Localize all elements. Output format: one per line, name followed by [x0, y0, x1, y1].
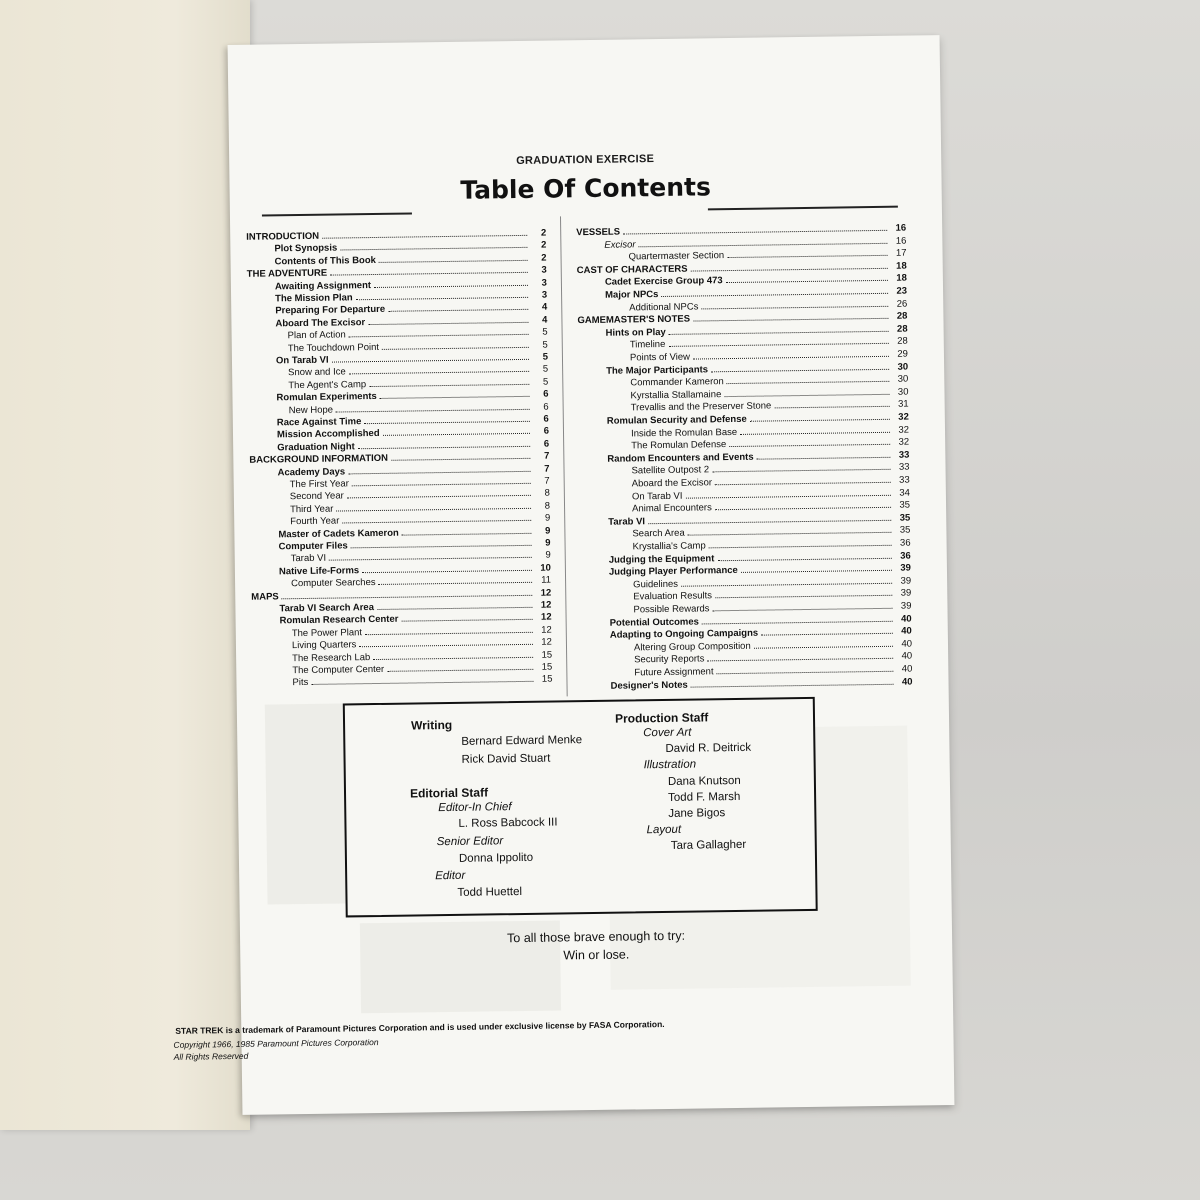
toc-page-number: 11 [541, 574, 552, 586]
toc-entry-title: Altering Group Composition [633, 640, 751, 654]
toc-entry-title: The First Year [289, 478, 349, 491]
toc-page-number: 12 [540, 599, 552, 611]
toc-entry-title: Designer's Notes [610, 679, 688, 692]
toc-entry-title: Future Assignment [634, 666, 714, 679]
toc-page-number: 2 [541, 252, 547, 264]
toc-page-number: 5 [542, 376, 549, 388]
toc-page-number: 12 [540, 611, 552, 624]
toc-dot-leader [336, 508, 531, 512]
toc-entry-title: Romulan Experiments [276, 391, 377, 404]
toc-page-number: 9 [545, 525, 551, 537]
toc-dot-leader [681, 583, 892, 587]
toc-entry-title: The Mission Plan [275, 292, 353, 305]
toc-entry-title: Graduation Night [277, 441, 355, 454]
toc-entry-title: Romulan Security and Defense [606, 413, 747, 427]
toc-entry-title: Tarab VI [608, 516, 646, 528]
toc-entry-title: Search Area [632, 528, 685, 540]
layout-artist-name: Tara Gallagher [670, 838, 747, 852]
toc-page-number: 35 [899, 512, 911, 524]
toc-page-number: 3 [541, 264, 547, 276]
credits-box [343, 697, 818, 918]
toc-page-number: 5 [542, 326, 548, 338]
toc-entry-title: The Romulan Defense [631, 439, 727, 452]
toc-page-number: 3 [541, 277, 547, 289]
toc-page-number: 5 [542, 351, 549, 363]
toc-entry-title: Quartermaster Section [628, 250, 725, 263]
toc-dot-leader [717, 557, 891, 560]
toc-dot-leader [329, 557, 532, 561]
toc-dot-leader [330, 272, 528, 276]
toc-dot-leader [717, 671, 894, 674]
toc-entry-title: The Agent's Camp [288, 378, 367, 392]
toc-dot-leader [359, 644, 533, 647]
toc-page-number: 31 [897, 398, 909, 411]
toc-page-number: 35 [899, 524, 911, 537]
toc-dot-leader [388, 309, 528, 312]
toc-entry-title: The Touchdown Point [287, 341, 380, 354]
toc-dot-leader [701, 305, 888, 309]
toc-dot-leader [383, 433, 530, 436]
toc-entry-title: Tarab VI Search Area [279, 602, 375, 615]
toc-dot-leader [761, 633, 893, 636]
toc-page-number: 2 [540, 227, 547, 239]
toc-page-number: 3 [541, 289, 548, 301]
toc-dot-leader [724, 394, 889, 397]
toc-dot-leader [349, 334, 529, 338]
toc-entry-title: Master of Cadets Kameron [278, 527, 399, 540]
toc-entry-title: THE ADVENTURE [246, 267, 328, 280]
toc-page-number: 9 [544, 512, 551, 524]
toc-page-number: 28 [896, 310, 908, 322]
toc-entry-title: Inside the Romulan Base [630, 426, 738, 440]
toc-dot-leader [713, 608, 893, 612]
illustration-role: Illustration [643, 758, 697, 772]
toc-page-number: 6 [543, 401, 549, 413]
toc-entry-title: Race Against Time [276, 416, 362, 429]
toc-entry-title: Computer Files [278, 540, 348, 553]
toc-entry-title: The Computer Center [292, 663, 385, 677]
editor-role: Editor [435, 869, 466, 883]
toc-dot-leader [648, 520, 891, 524]
toc-page-number: 40 [901, 650, 913, 663]
toc-page-number: 40 [901, 663, 913, 675]
toc-dot-leader [374, 284, 528, 287]
toc-entry-title: Living Quarters [291, 639, 357, 652]
toc-dot-leader [365, 632, 533, 635]
production-heading: Production Staff [614, 710, 709, 726]
toc-page-number: 34 [899, 487, 910, 499]
toc-page-number: 16 [895, 222, 907, 234]
editor-in-chief-role: Editor-In Chief [438, 801, 512, 815]
page-title: Table Of Contents [460, 172, 712, 205]
toc-entry-title: Academy Days [277, 466, 346, 478]
toc-entry-title: Potential Outcomes [609, 616, 699, 629]
toc-page-number: 7 [544, 463, 550, 475]
toc-dot-leader [711, 368, 889, 371]
toc-page-number: 35 [899, 499, 911, 511]
illustrator-name: Dana Knutson [667, 774, 741, 788]
toc-entry-title: Snow and Ice [288, 366, 346, 379]
toc-dot-leader [754, 646, 893, 649]
toc-page-number: 18 [896, 272, 907, 285]
editor-in-chief-name: L. Ross Babcock III [458, 816, 558, 830]
toc-page-number: 30 [897, 361, 909, 373]
toc-page-number: 17 [895, 247, 907, 259]
toc-dot-leader [688, 532, 892, 536]
toc-entry-title: Awaiting Assignment [274, 279, 372, 292]
toc-dot-leader [336, 408, 530, 412]
writer-name: Bernard Edward Menke [461, 734, 583, 748]
toc-entry-title: New Hope [288, 404, 334, 416]
toc-dot-leader [712, 469, 890, 472]
toc-entry-title: Pits [292, 677, 309, 689]
toc-entry-title: Trevallis and the Preserver Stone [630, 400, 772, 414]
toc-page-number: 23 [896, 285, 908, 297]
toc-dot-leader [685, 494, 890, 498]
toc-dot-leader [727, 381, 890, 384]
toc-page-number: 36 [900, 550, 911, 562]
toc-page-number: 5 [542, 363, 549, 376]
toc-page-number: 6 [543, 413, 549, 425]
toc-page-number: 39 [900, 600, 912, 612]
toc-dot-leader [669, 331, 889, 335]
toc-dot-leader [715, 482, 891, 485]
toc-dot-leader [715, 507, 891, 510]
toc-entry-title: MAPS [251, 590, 279, 603]
toc-dot-leader [668, 343, 888, 347]
toc-page-number: 6 [543, 438, 550, 450]
toc-page-number: 32 [898, 436, 910, 448]
toc-entry-title: Random Encounters and Events [607, 451, 754, 465]
toc-page-number: 9 [545, 549, 551, 562]
toc-entry-title: Krystallia's Camp [632, 540, 706, 553]
toc-dot-leader [729, 444, 890, 447]
toc-page-number: 26 [896, 298, 908, 310]
toc-entry-title: Computer Searches [291, 577, 376, 590]
title-rule-right [708, 206, 898, 211]
trademark-notice: STAR TREK is a trademark of Paramount Pictures Corporation and is used under exclusive license by FASA Corporation. [175, 1019, 665, 1036]
toc-entry-title: Contents of This Book [274, 254, 376, 268]
column-divider [560, 216, 568, 696]
toc-entry-title: Satellite Outpost 2 [631, 464, 710, 477]
toc-dot-leader [757, 457, 891, 460]
toc-dot-leader [379, 582, 533, 585]
toc-dot-leader [693, 318, 888, 322]
senior-editor-role: Senior Editor [436, 835, 504, 849]
toc-entry-title: Security Reports [634, 653, 705, 666]
toc-page-number: 40 [901, 676, 913, 688]
toc-page-number: 28 [897, 335, 908, 348]
toc-entry-title: Judging the Equipment [608, 552, 715, 566]
senior-editor-name: Donna Ippolito [458, 851, 534, 865]
toc-page-number: 10 [540, 562, 551, 574]
toc-page-number: 12 [540, 587, 552, 599]
toc-entry-title: Points of View [629, 351, 691, 364]
toc-dot-leader [702, 620, 893, 624]
toc-entry-title: Second Year [289, 490, 344, 503]
toc-entry-title: Judging Player Performance [608, 565, 738, 578]
toc-dot-leader [391, 458, 530, 461]
toc-dot-leader [709, 545, 892, 549]
toc-entry-title: Guidelines [633, 578, 679, 591]
toc-entry-title: Kyrstallia Stallamaine [630, 388, 722, 402]
toc-dot-leader [740, 431, 890, 434]
writing-heading: Writing [410, 717, 453, 733]
toc-dot-leader [364, 421, 530, 424]
toc-dot-leader [332, 359, 529, 363]
toc-entry-title: INTRODUCTION [246, 230, 320, 243]
toc-dot-leader [715, 595, 892, 598]
toc-page-number: 9 [545, 537, 551, 549]
underlying-page [0, 0, 250, 1130]
toc-dot-leader [352, 483, 531, 486]
toc-dot-leader [351, 545, 532, 549]
toc-page-number: 33 [898, 461, 910, 474]
book-page [173, 35, 955, 1115]
toc-page-number: 5 [542, 339, 548, 351]
toc-dot-leader [691, 268, 888, 272]
toc-page-number: 36 [899, 537, 911, 549]
toc-page-number: 2 [541, 239, 547, 252]
toc-dot-leader [311, 681, 533, 685]
toc-dot-leader [639, 242, 888, 246]
toc-dot-leader [368, 322, 528, 325]
toc-page-number: 12 [541, 624, 552, 636]
toc-entry-title: Additional NPCs [629, 301, 699, 314]
toc-entry-title: Aboard the Excisor [631, 477, 713, 490]
toc-entry-title: Fourth Year [290, 515, 340, 528]
cover-art-role: Cover Art [643, 726, 692, 740]
toc-entry-title: BACKGROUND INFORMATION [249, 453, 389, 466]
toc-page-number: 39 [900, 587, 912, 600]
rights-notice: All Rights Reserved [173, 1050, 249, 1062]
toc-dot-leader [347, 495, 531, 499]
toc-dot-leader [340, 247, 527, 251]
toc-entry-title: Third Year [289, 503, 334, 515]
toc-page-number: 39 [900, 562, 912, 574]
toc-dot-leader [382, 346, 529, 349]
toc-page-number: 16 [895, 235, 907, 247]
toc-entry-title: Native Life-Forms [278, 565, 360, 578]
toc-entry-title: Plan of Action [287, 329, 346, 342]
toc-entry-title: Mission Accomplished [276, 428, 380, 441]
toc-entry-title: On Tarab VI [631, 490, 683, 503]
toc-dot-leader [282, 594, 533, 598]
toc-dot-leader [693, 356, 889, 360]
toc-page-number: 40 [900, 613, 912, 625]
toc-page-number: 4 [541, 301, 548, 314]
toc-dot-leader [774, 406, 889, 409]
toc-entry-title: VESSELS [576, 226, 621, 239]
toc-entry-title: Animal Encounters [632, 502, 712, 515]
toc-page-number: 8 [544, 500, 551, 512]
toc-dot-leader [623, 230, 887, 235]
toc-entry-title: Major NPCs [605, 289, 659, 301]
toc-page-number: 18 [896, 260, 907, 272]
illustrator-name: Jane Bigos [668, 807, 726, 820]
toc-dot-leader [750, 419, 890, 422]
toc-entry-title: Hints on Play [605, 326, 666, 339]
toc-entry-title: Commander Kameron [630, 376, 724, 389]
toc-page-number: 4 [542, 314, 548, 326]
toc-entry-title: Possible Rewards [633, 603, 710, 616]
cover-artist-name: David R. Deitrick [665, 741, 752, 755]
illustrator-name: Todd F. Marsh [668, 790, 741, 804]
toc-dot-leader [726, 280, 888, 283]
toc-dot-leader [356, 297, 528, 300]
title-rule-left [262, 212, 412, 216]
toc-page-number: 6 [543, 425, 550, 438]
toc-page-number: 30 [897, 373, 909, 385]
toc-dot-leader [691, 683, 894, 687]
toc-dot-leader [380, 396, 530, 399]
toc-entry-title: Aboard The Excisor [275, 316, 366, 330]
toc-dot-leader [348, 470, 530, 474]
toc-page-number: 40 [901, 638, 913, 650]
toc-page-number: 15 [541, 661, 553, 673]
toc-page-number: 33 [898, 449, 910, 461]
toc-dot-leader [402, 532, 532, 535]
toc-dot-leader [362, 570, 532, 573]
toc-dot-leader [349, 371, 529, 375]
toc-dot-leader [377, 607, 532, 610]
toc-page-number: 32 [898, 424, 910, 436]
toc-page-number: 7 [543, 450, 550, 462]
toc-page-number: 15 [541, 649, 553, 661]
toc-entry-title: The Research Lab [292, 651, 371, 664]
writer-name: Rick David Stuart [461, 752, 551, 766]
dedication-line: To all those brave enough to try: [507, 928, 686, 946]
toc-entry-title: Romulan Research Center [279, 614, 399, 627]
layout-role: Layout [646, 823, 682, 837]
toc-entry-title: On Tarab VI [275, 354, 329, 367]
toc-entry-title: Excisor [604, 238, 636, 251]
toc-dot-leader [379, 260, 528, 263]
toc-entry-title: Evaluation Results [633, 590, 713, 603]
toc-page-number: 28 [896, 323, 908, 335]
toc-entry-title: Tarab VI [290, 553, 327, 565]
toc-dot-leader [369, 384, 529, 387]
toc-page-number: 15 [541, 673, 553, 686]
toc-page-number: 29 [897, 348, 909, 360]
toc-entry-title: Adapting to Ongoing Campaigns [609, 627, 759, 641]
toc-entry-title: The Power Plant [291, 627, 363, 639]
copyright-notice: Copyright 1966, 1985 Paramount Pictures Corporation [173, 1037, 379, 1050]
toc-entry-title: Preparing For Departure [275, 304, 386, 317]
toc-entry-title: GAMEMASTER'S NOTES [577, 313, 691, 327]
toc-page-number: 40 [901, 625, 912, 637]
toc-page-number: 30 [897, 386, 909, 398]
toc-page-number: 39 [900, 575, 912, 587]
toc-page-number: 32 [898, 411, 909, 423]
toc-dot-leader [661, 293, 888, 297]
toc-page-number: 7 [544, 475, 550, 487]
toc-dot-leader [401, 619, 532, 622]
toc-page-number: 8 [544, 487, 550, 500]
toc-entry-title: Timeline [629, 339, 666, 351]
toc-dot-leader [741, 570, 892, 573]
toc-entry [292, 673, 552, 689]
toc-dot-leader [342, 520, 531, 524]
toc-entry-title: CAST OF CHARACTERS [576, 263, 688, 276]
toc-page-number: 12 [541, 636, 553, 648]
toc-entry-title: Cadet Exercise Group 473 [604, 275, 723, 289]
toc-dot-leader [358, 446, 530, 449]
toc-entry-title: Plot Synopsis [274, 242, 338, 255]
toc-dot-leader [707, 658, 893, 662]
toc-page-number: 6 [543, 388, 549, 400]
toc-entry-title: The Major Participants [606, 363, 709, 377]
toc-dot-leader [373, 656, 533, 659]
toc-page-number: 33 [899, 474, 910, 486]
dedication-line: Win or lose. [563, 947, 630, 963]
toc-dot-leader [387, 669, 533, 672]
editorial-heading: Editorial Staff [409, 785, 489, 801]
toc-dot-leader [322, 235, 527, 239]
toc-dot-leader [727, 255, 887, 258]
section-heading: GRADUATION EXERCISE [516, 153, 655, 168]
editor-name: Todd Huettel [457, 885, 523, 899]
